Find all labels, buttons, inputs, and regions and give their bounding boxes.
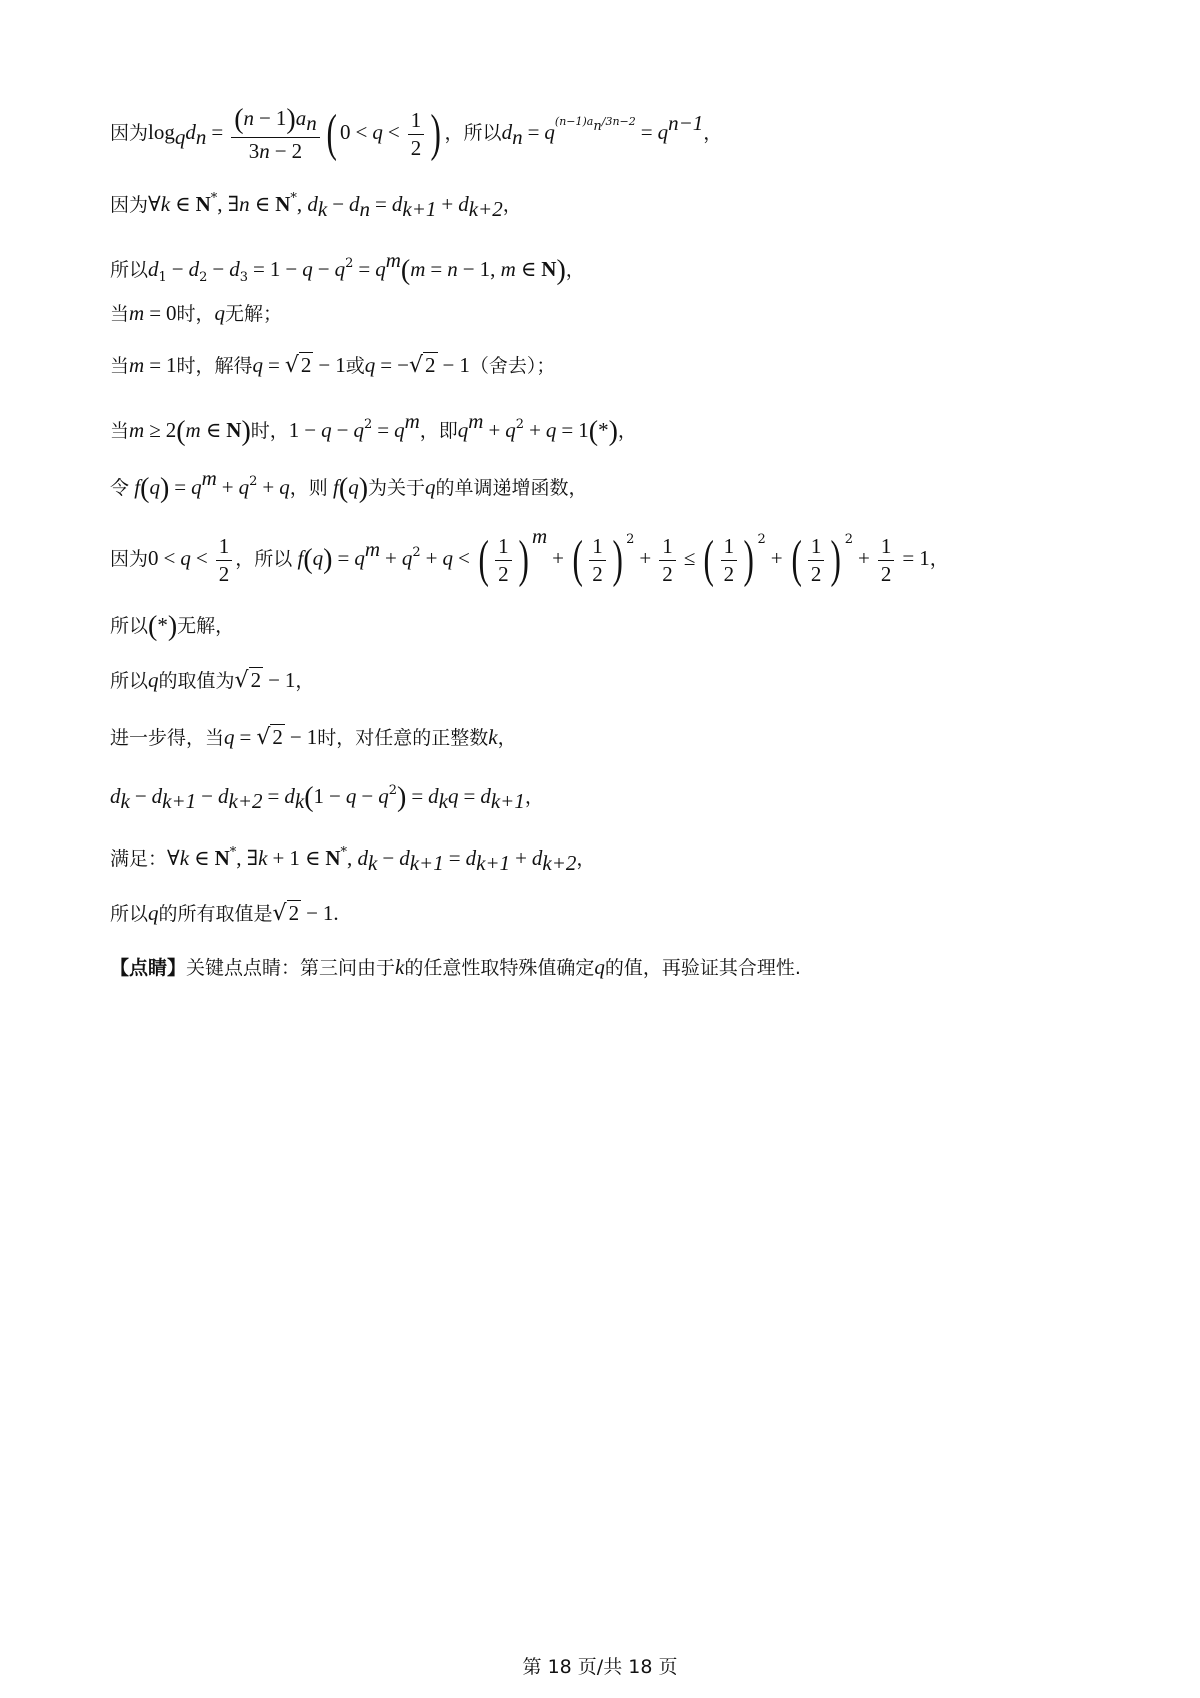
key-point-note: 【点睛】关键点点睛：第三问由于k的任意性取特殊值确定q的值，再验证其合理性.: [110, 955, 801, 979]
solution-line-11: 进一步得，当q = √2 − 1时，对任意的正整数k，: [110, 725, 517, 750]
solution-line-1: 因为$\log_qd_n$ = $\frac{(n - 1)a_n}{3n - 2}$ ( 0 < q < $\frac{1}{2}$ ) ，所以$d_n = q^{(n-1)a_n/3n-2} = q^{n-1}$，: [110, 104, 723, 163]
solution-line-2: 因为∀k ∈ N*, ∃n ∈ N*, $d_k - d_n = d_{k+1} + d_{k+2}$，: [110, 191, 522, 221]
solution-line-8: 因为0 < q < $\frac{1}{2}$ ，所以 $f(q) = q^m + q^2 + q$ < ( $\frac{1}{2}$ ) $^m$+ ( $\frac{1}{2}$ ) $^2$+ $\frac{1}{2}$ ≤ ( $\frac{1}{2}$ ) $^2$+ ( $\frac{1}{2}$ ) $^2$+ $\frac{1}{2}$ = 1，: [110, 524, 949, 588]
solution-line-3: 所以$d_1 - d_2 - d_3 = 1 - q - q^2 = q^m(m = n - 1$, m ∈ N)，: [110, 248, 585, 286]
solution-line-9: 所以(*)无解，: [110, 611, 235, 642]
key-point-tag: 【点睛】: [110, 957, 187, 979]
solution-line-7: 令 $f(q) = q^m + q^2 + q$，则 f(q)为关于q的单调递增函数，: [110, 466, 588, 504]
solution-line-10: 所以q的取值为√2 − 1，: [110, 668, 315, 693]
solution-line-14: 所以q的所有取值是√2 − 1.: [110, 901, 339, 926]
solution-line-4: 当m = 0时，q无解；: [110, 301, 283, 325]
page-footer: 第 18 页/共 18 页: [522, 1656, 678, 1678]
solution-line-5: 当m = 1时，解得q = √2 − 1或q = −√2 − 1（舍去）；: [110, 353, 556, 378]
solution-line-12: $d_k - d_{k+1} - d_{k+2} = d_k(1 - q - q^2) = d_kq = d_{k+1}$，: [110, 782, 544, 813]
solution-line-6: 当m ≥ 2(m ∈ N)时，$1 - q - q^2 = q^m$，即$q^m + q^2 + q = 1(*)$，: [110, 409, 637, 447]
solution-line-13: 满足：∀k ∈ N*, ∃k + 1 ∈ N*, $d_k - d_{k+1} = d_{k+1} + d_{k+2}$，: [110, 845, 596, 875]
